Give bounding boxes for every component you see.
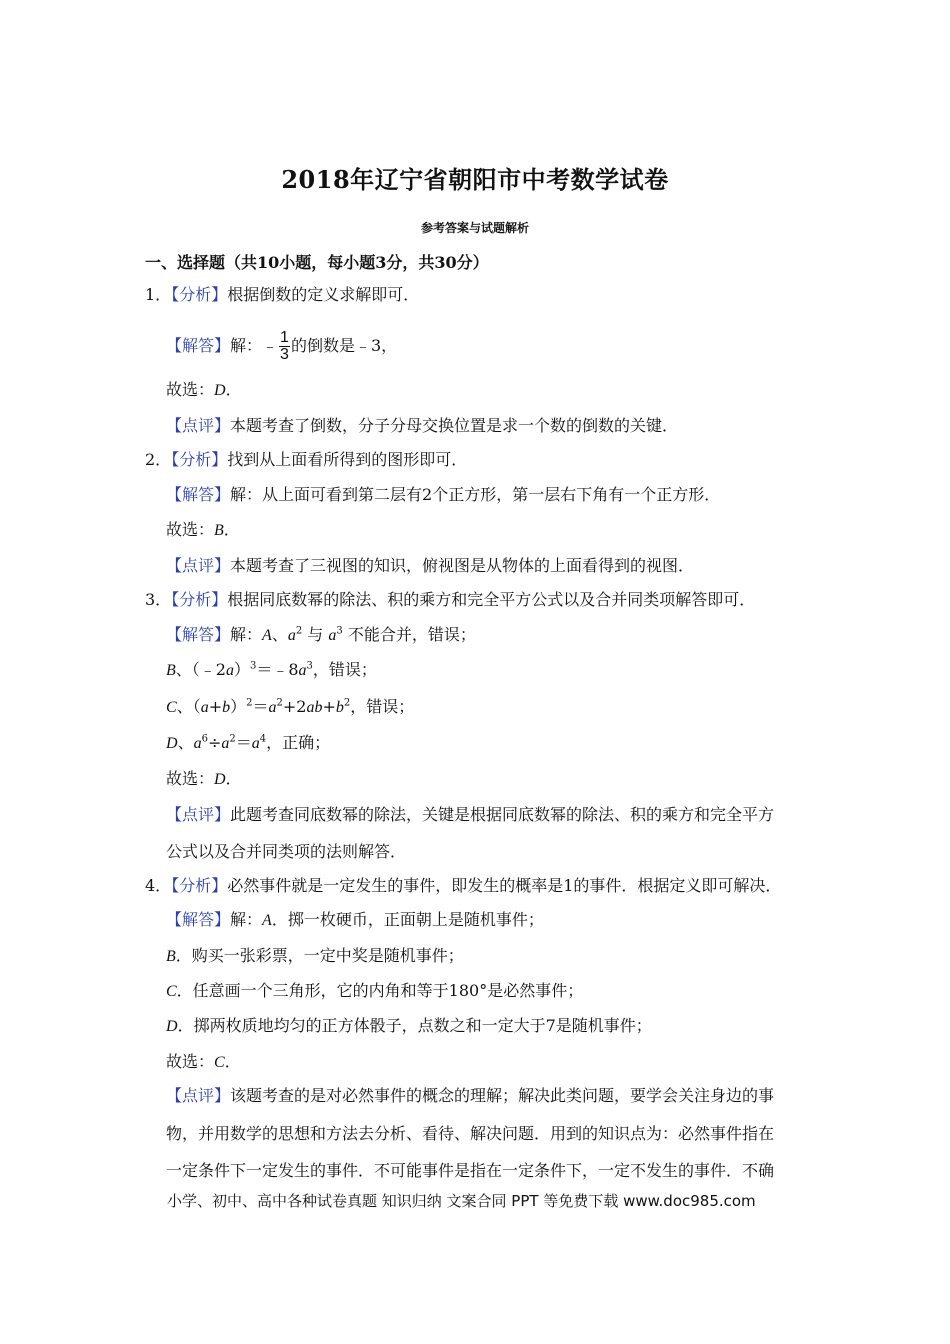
question-number: 2． <box>145 450 172 469</box>
choice-label: 故选： <box>166 1052 215 1071</box>
solution-tag: 【解答】 <box>166 485 231 504</box>
option-letter: A <box>262 912 272 929</box>
q1-analysis <box>145 285 419 305</box>
comment-text: 公式以及合并同类项的法则解答． <box>166 842 407 861</box>
fraction-denominator: 3 <box>280 346 289 363</box>
q3-solution-c <box>166 697 414 718</box>
solution-math: D、$a^6\div a^2=a^4$，正确； <box>166 733 331 752</box>
q1-solution <box>166 330 397 363</box>
footer-watermark: 小学、初中、高中各种试卷真题 知识归纳 文案合同 PPT 等免费下载 www.doc985.com <box>167 1192 756 1210</box>
choice-punct: ． <box>223 520 240 539</box>
comment-text: 此题考查同底数幂的除法，关键是根据同底数幂的除法、积的乘方和完全平方 <box>230 805 775 824</box>
choice-punct: ． <box>224 1052 241 1071</box>
comment-tag: 【点评】 <box>166 1086 231 1105</box>
choice-punct: ． <box>225 769 242 788</box>
question-number: 3． <box>145 590 172 609</box>
page-title: 2018年辽宁省朝阳市中考数学试卷 <box>281 165 669 194</box>
analysis-tag: 【分析】 <box>171 285 228 304</box>
solution-tag: 【解答】 <box>166 336 231 355</box>
solution-math: B、$(﹣2a)^3=﹣8a^3$，错误； <box>166 660 377 679</box>
option-letter: C <box>166 983 177 1000</box>
option-letter: B <box>166 948 176 965</box>
q3-comment-cont <box>166 842 406 862</box>
choice-letter: D <box>214 382 226 399</box>
solution-tag: 【解答】 <box>166 625 231 644</box>
choice-letter: D <box>214 771 226 788</box>
fraction-numerator: 1 <box>280 329 289 346</box>
solution-text: 解：﹣ <box>230 336 279 355</box>
analysis-tag: 【分析】 <box>171 876 228 895</box>
q3-analysis <box>145 590 755 610</box>
q4-solution-b <box>166 946 464 967</box>
q1-comment <box>166 416 678 436</box>
q3-solution-a <box>166 625 476 646</box>
analysis-text: 找到从上面看所得到的图形即可． <box>227 450 468 469</box>
analysis-text: 必然事件就是一定发生的事件，即发生的概率是1的事件．根据定义即可解决． <box>227 876 782 895</box>
q4-choice <box>166 1052 241 1073</box>
option-letter: D <box>166 1018 178 1035</box>
choice-label: 故选： <box>166 380 215 399</box>
solution-text: ．购买一张彩票，一定中奖是随机事件； <box>175 946 464 965</box>
solution-text: 解：从上面可看到第二层有2个正方形，第一层右下角有一个正方形． <box>230 485 721 504</box>
solution-text: ．任意画一个三角形，它的内角和等于180°是必然事件； <box>176 981 584 1000</box>
question-number: 4． <box>145 876 172 895</box>
page-subtitle: 参考答案与试题解析 <box>420 221 529 235</box>
comment-text: 本题考查了倒数，分子分母交换位置是求一个数的倒数的关键． <box>230 416 679 435</box>
question-number: 1． <box>145 285 172 304</box>
q2-comment <box>166 556 694 576</box>
q2-choice <box>166 520 240 541</box>
choice-letter: B <box>214 522 224 539</box>
comment-text: 一定条件下一定发生的事件．不可能事件是指在一定条件下，一定不发生的事件．不确 <box>166 1161 775 1180</box>
comment-tag: 【点评】 <box>166 805 231 824</box>
q2-analysis <box>145 450 467 470</box>
q3-comment <box>166 805 774 825</box>
q3-solution-b <box>166 660 377 681</box>
solution-text: 解： <box>230 910 263 929</box>
q4-solution-a <box>166 910 544 931</box>
q4-comment <box>166 1086 774 1106</box>
choice-letter: C <box>214 1054 225 1071</box>
comment-text: 该题考查的是对必然事件的概念的理解；解决此类问题，要学会关注身边的事 <box>230 1086 775 1105</box>
analysis-tag: 【分析】 <box>171 450 228 469</box>
q2-solution <box>166 485 720 505</box>
solution-tag: 【解答】 <box>166 910 231 929</box>
q3-solution-d <box>166 733 330 754</box>
analysis-text: 根据倒数的定义求解即可． <box>227 285 420 304</box>
choice-label: 故选： <box>166 769 215 788</box>
solution-text: ．掷一枚硬币，正面朝上是随机事件； <box>271 910 544 929</box>
solution-text: 的倒数是﹣3， <box>290 336 398 355</box>
solution-text: ．掷两枚质地均匀的正方体骰子，点数之和一定大于7是随机事件； <box>177 1016 652 1035</box>
comment-tag: 【点评】 <box>166 416 231 435</box>
comment-text: 本题考查了三视图的知识，俯视图是从物体的上面看得到的视图． <box>230 556 695 575</box>
section-heading: 一、选择题（共10小题，每小题3分，共30分） <box>145 253 489 272</box>
q1-choice <box>166 380 242 401</box>
comment-tag: 【点评】 <box>166 556 231 575</box>
q4-solution-d <box>166 1016 652 1037</box>
fraction <box>279 330 290 363</box>
q4-solution-c <box>166 981 583 1002</box>
solution-math: C、$(a+b)^2=a^2+2ab+b^2$，错误； <box>166 697 415 716</box>
analysis-tag: 【分析】 <box>171 590 228 609</box>
q4-analysis <box>145 876 781 896</box>
choice-punct: ． <box>225 380 242 399</box>
q3-choice <box>166 769 242 790</box>
analysis-text: 根据同底数幂的除法、积的乘方和完全平方公式以及合并同类项解答即可． <box>227 590 756 609</box>
solution-math: 解：A、$a^2$ 与 $a^3$ 不能合并，错误； <box>230 625 476 644</box>
q4-comment-cont <box>166 1124 774 1144</box>
choice-label: 故选： <box>166 520 215 539</box>
q4-comment-cont <box>166 1161 774 1181</box>
comment-text: 物，并用数学的思想和方法去分析、看待、解决问题．用到的知识点为：必然事件指在 <box>166 1124 775 1143</box>
